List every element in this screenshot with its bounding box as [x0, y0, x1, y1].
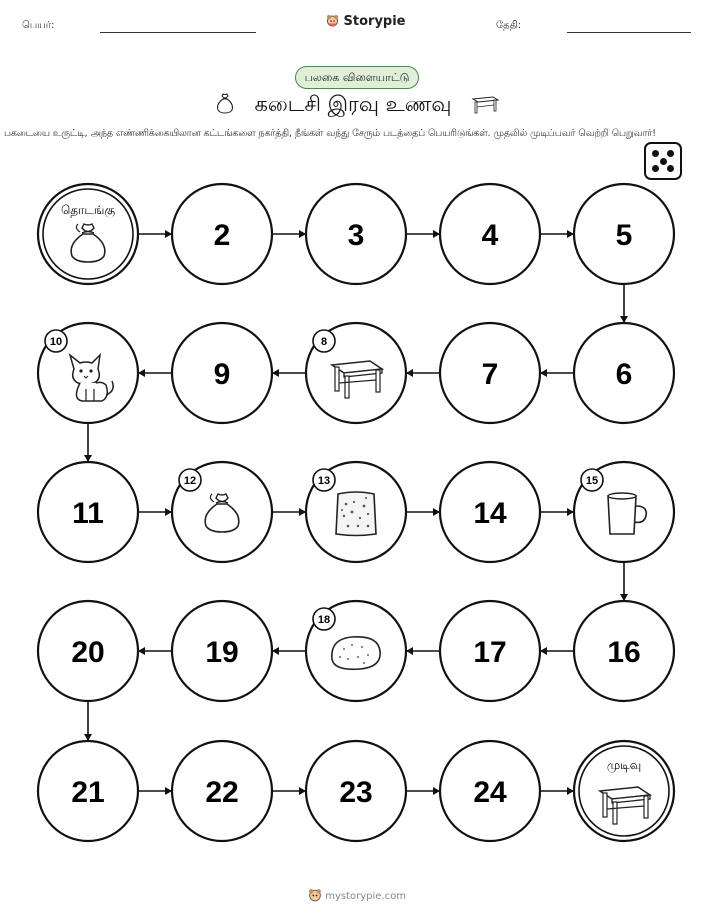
board-space[interactable]	[38, 462, 138, 562]
brand-name: Storypie	[343, 14, 406, 29]
board-space[interactable]	[440, 184, 540, 284]
board-space[interactable]	[306, 323, 406, 423]
board-space[interactable]	[38, 323, 138, 423]
page-title: கடைசி இரவு உணவு	[254, 92, 452, 116]
space-number: 7	[481, 358, 499, 391]
board-space[interactable]	[440, 601, 540, 701]
space-number: 14	[473, 497, 507, 530]
footer-url: mystorypie.com	[325, 891, 406, 902]
board-space[interactable]	[172, 323, 272, 423]
space-number: 22	[205, 776, 239, 809]
space-number: 11	[72, 497, 104, 530]
space-number: 16	[607, 636, 641, 669]
board-space[interactable]	[306, 462, 406, 562]
bread-slice-icon	[336, 492, 376, 536]
storypie-logo-icon	[308, 888, 322, 902]
bread-loaf-icon	[332, 637, 380, 670]
board-space[interactable]	[172, 741, 272, 841]
board-space[interactable]	[172, 462, 272, 562]
board-space[interactable]	[172, 184, 272, 284]
board-space[interactable]	[306, 184, 406, 284]
space-number: 8	[320, 336, 328, 348]
date-label: தேதி:	[496, 20, 522, 31]
finish-cell[interactable]	[574, 741, 674, 841]
board-space[interactable]	[574, 184, 674, 284]
space-number: 17	[473, 636, 507, 669]
board-space[interactable]	[38, 741, 138, 841]
start-label: தொடங்கு	[60, 203, 116, 217]
board-space[interactable]	[440, 741, 540, 841]
board-space[interactable]	[440, 323, 540, 423]
space-number: 18	[317, 614, 331, 626]
board-space[interactable]	[574, 601, 674, 701]
space-number: 4	[481, 219, 499, 252]
space-number: 15	[585, 475, 599, 487]
board-space[interactable]	[574, 323, 674, 423]
space-number: 13	[317, 475, 331, 487]
space-number: 19	[205, 636, 239, 669]
board-space[interactable]	[306, 741, 406, 841]
instructions: பகடையை உருட்டி, அந்த எண்ணிக்கையிலான கட்டங்களை நகர்த்தி, நீங்கள் வந்து சேரும் படத்தைப் பெயரிடுங்கள். முதலில் முடிப்பவர் வெற்றி பெறுவார்!	[4, 128, 657, 139]
board-space[interactable]	[574, 462, 674, 562]
space-number: 23	[339, 776, 373, 809]
board-space[interactable]	[440, 462, 540, 562]
footer	[0, 888, 714, 902]
space-number: 24	[473, 776, 507, 809]
space-number: 6	[615, 358, 633, 391]
start-cell[interactable]	[38, 184, 138, 284]
game-type-badge: பலகை விளையாட்டு	[295, 66, 419, 89]
space-number: 21	[71, 776, 105, 809]
space-number: 20	[71, 636, 105, 669]
space-number: 9	[213, 358, 231, 391]
board-space[interactable]	[172, 601, 272, 701]
board-space[interactable]	[306, 601, 406, 701]
finish-label: முடிவு	[606, 758, 642, 772]
space-number: 12	[183, 475, 197, 487]
space-number: 2	[213, 219, 231, 252]
space-number: 3	[347, 219, 365, 252]
space-number: 5	[615, 219, 633, 252]
board-space[interactable]	[38, 601, 138, 701]
name-label: பெயர்:	[22, 20, 55, 31]
space-number: 10	[49, 336, 63, 348]
